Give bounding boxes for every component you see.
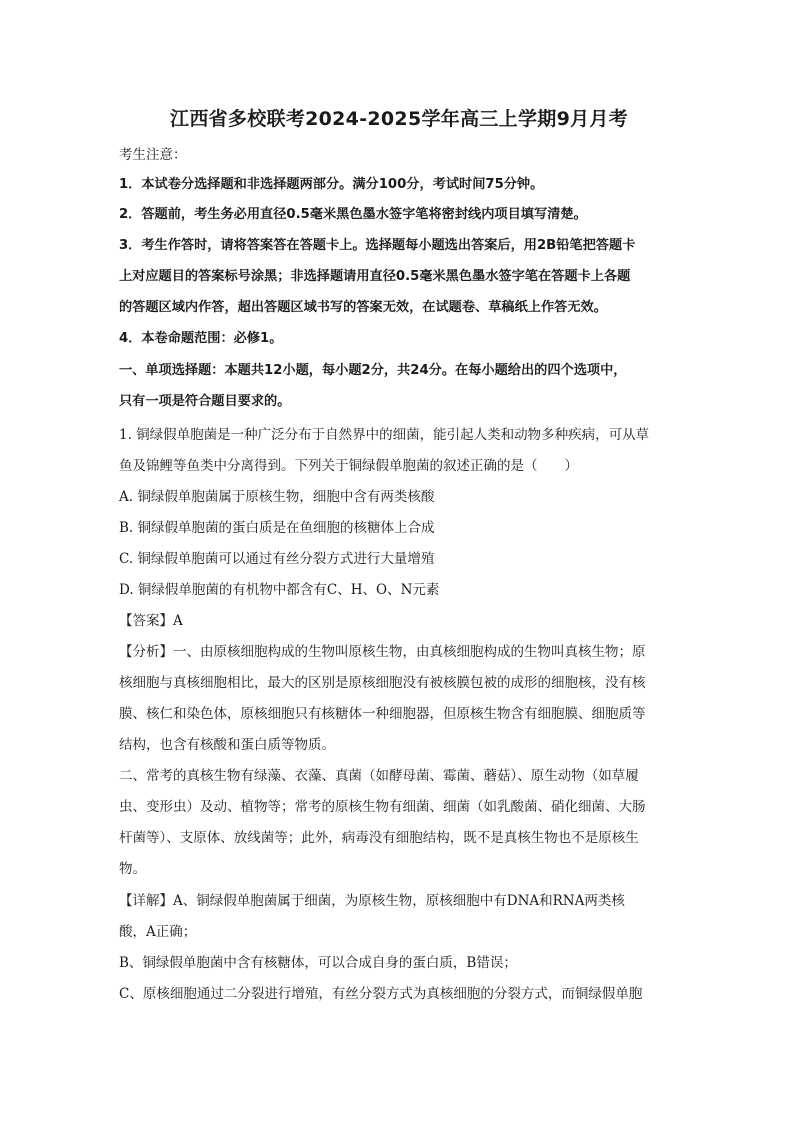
analysis-line: 虫、变形虫）及动、植物等；常考的原核生物有细菌、细菌（如乳酸菌、硝化细菌、大肠 <box>119 799 646 815</box>
detail-line: C、原核细胞通过二分裂进行增殖，有丝分裂方式为真核细胞的分裂方式，而铜绿假单胞 <box>119 986 643 1002</box>
detail-line: B、铜绿假单胞菌中含有核糖体，可以合成自身的蛋白质，B错误； <box>119 955 517 971</box>
option-b: B. 铜绿假单胞菌的蛋白质是在鱼细胞的核糖体上合成 <box>119 520 435 536</box>
notice-line: 上对应题目的答案标号涂黑；非选择题请用直径0.5毫米黑色墨水签字笔在答题卡上各题 <box>119 269 631 284</box>
question-text: 1. 铜绿假单胞菌是一种广泛分布于自然界中的细菌，能引起人类和动物多种疾病，可从草 <box>119 427 650 443</box>
option-d: D. 铜绿假单胞菌的有机物中都含有C、H、O、N元素 <box>119 582 440 598</box>
notice-line: 1．本试卷分选择题和非选择题两部分。满分100分，考试时间75分钟。 <box>119 177 544 192</box>
notice-line: 4．本卷命题范围：必修1。 <box>119 331 283 346</box>
detail-line: 【详解】A、铜绿假单胞菌属于细菌，为原核生物，原核细胞中有DNA和RNA两类核 <box>119 893 625 909</box>
detail-line: 酸，A正确； <box>119 924 197 940</box>
analysis-line: 物。 <box>119 861 146 877</box>
analysis-line: 结构，也含有核酸和蛋白质等物质。 <box>119 737 335 753</box>
notice-header: 考生注意： <box>119 147 187 163</box>
notice-line: 的答题区域内作答，超出答题区域书写的答案无效，在试题卷、草稿纸上作答无效。 <box>119 300 607 315</box>
notice-line: 3．考生作答时，请将答案答在答题卡上。选择题每小题选出答案后，用2B铅笔把答题卡 <box>119 238 636 253</box>
section-title: 一、单项选择题：本题共12小题，每小题2分，共24分。在每小题给出的四个选项中， <box>119 363 627 378</box>
analysis-line: 膜、核仁和染色体，原核细胞只有核糖体一种细胞器，但原核生物含有细胞膜、细胞质等 <box>119 706 646 722</box>
analysis-line: 核细胞与真核细胞相比，最大的区别是原核细胞没有被核膜包被的成形的细胞核，没有核 <box>119 675 646 691</box>
analysis-line: 【分析】一、由原核细胞构成的生物叫原核生物，由真核细胞构成的生物叫真核生物；原 <box>119 644 646 660</box>
option-c: C. 铜绿假单胞菌可以通过有丝分裂方式进行大量增殖 <box>119 551 435 567</box>
answer-line: 【答案】A <box>119 613 183 629</box>
exam-title: 江西省多校联考2024-2025学年高三上学期9月月考 <box>170 108 628 130</box>
option-a: A. 铜绿假单胞菌属于原核生物，细胞中含有两类核酸 <box>119 489 435 505</box>
section-title: 只有一项是符合题目要求的。 <box>119 394 291 409</box>
analysis-line: 杆菌等）、支原体、放线菌等；此外，病毒没有细胞结构，既不是真核生物也不是原核生 <box>119 830 639 846</box>
analysis-line: 二、常考的真核生物有绿藻、衣藻、真菌（如酵母菌、霉菌、蘑菇）、原生动物（如草履 <box>119 768 639 784</box>
notice-line: 2．答题前，考生务必用直径0.5毫米黑色墨水签字笔将密封线内项目填写清楚。 <box>119 207 587 222</box>
question-text: 鱼及锦鲤等鱼类中分离得到。下列关于铜绿假单胞菌的叙述正确的是（ ） <box>119 458 578 474</box>
